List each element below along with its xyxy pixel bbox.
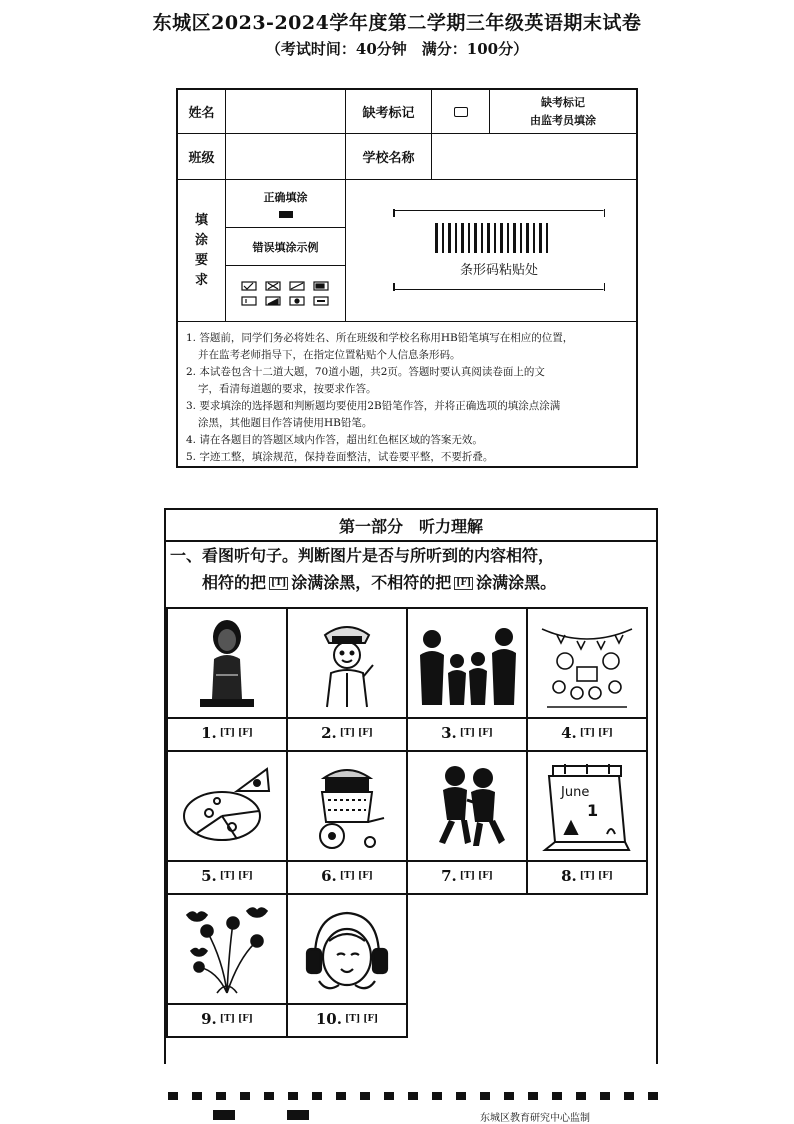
children-walking-icon [408,752,526,862]
barcode-frame [394,210,604,290]
dash-segment [432,1092,442,1100]
question-number: 6. [321,867,337,885]
filled-mark-icon [279,211,293,218]
option-true[interactable]: [T] [579,871,595,881]
name-field[interactable] [226,90,346,134]
dash-segment [600,1092,610,1100]
question-cell [286,893,408,1038]
option-false[interactable]: [F] [357,728,373,738]
option-false[interactable]: [F] [597,728,613,738]
note-line: 5. 字迹工整，填涂规范，保持卷面整洁，试卷要平整，不要折叠。 [186,451,494,463]
dash-segment [528,1092,538,1100]
dash-segment [384,1092,394,1100]
absent-note-line2: 由监考员填涂 [530,113,596,127]
dash-segment [360,1092,370,1100]
dash-segment [552,1092,562,1100]
option-false[interactable]: [F] [597,871,613,881]
class-field[interactable] [226,134,346,180]
note-line: 并在监考老师指导下，在指定位置粘贴个人信息条形码。 [198,349,461,361]
question-cell [406,607,528,752]
absent-label: 缺考标记 [346,90,432,134]
note-line: 4. 请在各题目的答题区域内作答，超出红色框区域的答案无效。 [186,434,483,446]
question-cell [166,893,288,1038]
absent-checkbox-cell[interactable] [432,90,490,134]
option-true[interactable]: [T] [339,728,355,738]
dash-segment [312,1092,322,1100]
barcode-icon [435,223,555,253]
note-line: 3. 要求填涂的选择题和判断题均要使用2B铅笔作答，并将正确选项的填涂点涂满 [186,400,561,412]
question-answer-row [408,862,526,890]
note-line: 2. 本试卷包含十二道大题，70道小题，共2页。答题时要认真阅读卷面上的文 [186,366,545,378]
dash-segment [624,1092,634,1100]
absent-checkbox[interactable] [454,107,468,117]
exam-subtitle: （考试时间：40分钟 满分：100分） [265,40,529,58]
instruction-t-mark: [T] [271,578,287,588]
alignment-mark-right [287,1110,309,1120]
dash-segment [576,1092,586,1100]
option-true[interactable]: [T] [459,728,475,738]
dash-segment [504,1092,514,1100]
fill-char-2: 涂 [194,232,208,248]
option-true[interactable]: [T] [579,728,595,738]
option-true[interactable]: [T] [219,728,235,738]
school-field[interactable] [432,134,636,180]
option-true[interactable]: [T] [219,871,235,881]
option-true[interactable]: [T] [459,871,475,881]
party-icon [528,609,646,719]
wrong-fill-label: 错误填涂示例 [226,228,346,266]
question-answer-row [288,1005,406,1033]
note-line: 涂黑，其他题目作答请使用HB铅笔。 [198,417,373,429]
barcode-label: 条形码粘贴处 [459,263,538,278]
option-false[interactable]: [F] [237,728,253,738]
option-true[interactable]: [T] [344,1014,361,1024]
option-false[interactable]: [F] [237,1014,253,1024]
question-number: 3. [441,724,457,742]
dash-segment [216,1092,226,1100]
fill-char-1: 填 [194,212,208,228]
exam-notes [178,322,636,466]
dash-segment [264,1092,274,1100]
exam-title: 东城区2023-2024学年度第二学期三年级英语期末试卷 [152,12,642,34]
part-one-heading: 第一部分 听力理解 [166,510,656,542]
headphones-girl-icon [288,895,406,1005]
instruction-line2 [170,569,660,596]
option-true[interactable]: [T] [339,871,355,881]
option-false[interactable]: [F] [477,728,493,738]
question-cell [526,607,648,752]
dash-segment [480,1092,490,1100]
question-number: 1. [201,724,217,742]
option-false[interactable]: [F] [477,871,493,881]
note-line: 1. 答题前，同学们务必将姓名、所在班级和学校名称用HB铅笔填写在相应的位置， [186,332,574,344]
question-cell [406,750,528,895]
question-answer-row [528,862,646,890]
question-number: 5. [201,867,217,885]
question-number: 4. [561,724,577,742]
option-false[interactable]: [F] [357,871,373,881]
question-answer-row [288,719,406,747]
correct-fill-cell [226,180,346,228]
dash-segment [336,1092,346,1100]
question-answer-row [168,862,286,890]
fill-requirement-label [178,180,226,322]
pizza-icon [168,752,286,862]
question-cell [166,607,288,752]
ice-cream-cart-icon [288,752,406,862]
wrong-fill-examples [226,266,346,322]
dash-segment [168,1092,178,1100]
note-line: 字，看清每道题的要求，按要求作答。 [198,383,377,395]
question-number: 8. [561,867,577,885]
dash-segment [648,1092,658,1100]
option-true[interactable]: [T] [219,1014,235,1024]
class-label: 班级 [178,134,226,180]
dash-segment [288,1092,298,1100]
question-answer-row [168,1005,286,1033]
wrong-fill-marks-icon [238,279,334,309]
instruction-mid: 涂满涂黑，不相符的把 [291,573,452,592]
calendar-icon [528,752,646,862]
question-number: 2. [321,724,337,742]
option-false[interactable]: [F] [363,1014,379,1024]
question-answer-row [408,719,526,747]
student-info-table [176,88,638,468]
dash-segment [240,1092,250,1100]
calendar-month-text: June [561,785,590,800]
footer-text: 东城区教育研究中心监制 [480,1113,590,1124]
question-cell [166,750,288,895]
name-label: 姓名 [178,90,226,134]
flowers-butterflies-icon [168,895,286,1005]
barcode-area [346,180,636,322]
school-label: 学校名称 [346,134,432,180]
instruction-line1: 一、看图听句子。判断图片是否与所听到的内容相符， [170,546,555,565]
question-cell [286,750,408,895]
instruction-post: 涂满涂黑。 [476,573,557,592]
fill-char-3: 要 [194,252,208,268]
alignment-mark-left [213,1110,235,1120]
question-number: 9. [201,1010,217,1028]
question-cell [286,607,408,752]
question-answer-row [168,719,286,747]
instruction-pre: 相符的把 [202,573,267,592]
part-one-instruction [170,542,660,596]
correct-fill-label: 正确填涂 [263,191,308,204]
question-number: 7. [441,867,457,885]
instruction-f-mark: [F] [456,578,472,588]
question-answer-row [288,862,406,890]
dash-segment [408,1092,418,1100]
dash-segment [456,1092,466,1100]
calendar-day-text: 1 [587,801,599,820]
question-answer-row [528,719,646,747]
question-number: 10. [315,1010,342,1028]
absent-note [490,90,636,134]
option-false[interactable]: [F] [237,871,253,881]
dash-segment [192,1092,202,1100]
police-officer-icon [288,609,406,719]
question-cell [526,750,648,895]
absent-note-line1: 缺考标记 [541,95,585,109]
family-icon [408,609,526,719]
girl-icon [168,609,286,719]
fill-char-4: 求 [194,272,208,288]
